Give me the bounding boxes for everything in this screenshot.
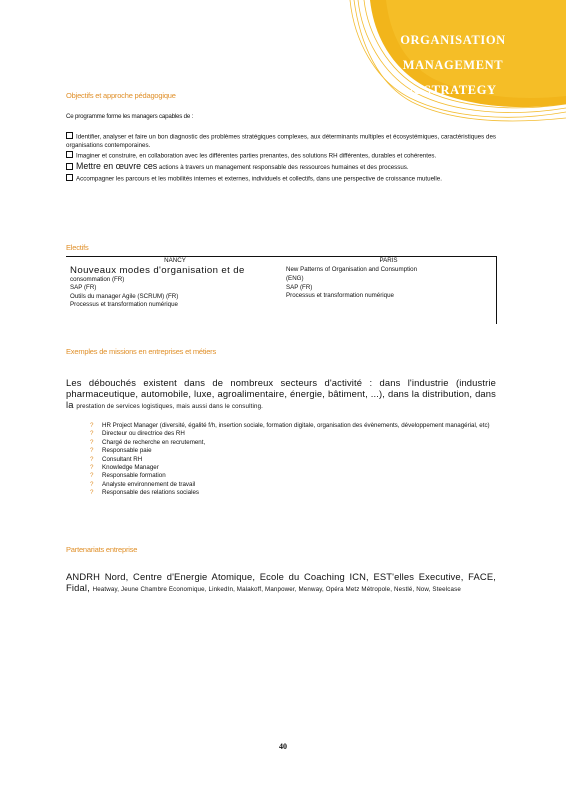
careers-job-list <box>90 422 500 498</box>
partners-text <box>66 571 496 595</box>
careers-intro <box>66 377 496 412</box>
job-text: HR Project Manager (diversité, égalité f/h, insertion sociale, formation digitale, organisation des évènements, développement managérial, etc) <box>102 422 490 429</box>
bullet-icon: ? <box>90 464 94 472</box>
bullet-icon: ? <box>90 430 94 438</box>
elective-row: consommation (FR) <box>70 276 125 283</box>
job-item <box>90 447 500 455</box>
header-line-3: & STRATEGY <box>409 83 497 97</box>
objective-text: Accompagner les parcours et les mobilités internes et externes, individuels et collectifs, dans une perspective de croissance mutuelle. <box>76 175 442 183</box>
partners-main: ANDRH Nord, Centre d'Energie Atomique, Ecole du Coaching ICN, EST'elles Executive, FACE, Fidal, <box>66 571 496 593</box>
elective-row: Processus et transformation numérique <box>286 292 394 300</box>
electives-head-paris: PARIS <box>379 257 398 264</box>
elective-row: SAP (FR) <box>70 284 97 292</box>
job-item <box>90 489 500 497</box>
electives-column-nancy <box>70 257 280 310</box>
electives-column-paris <box>286 257 491 301</box>
electives-head-nancy: NANCY <box>164 257 186 264</box>
objective-text: actions à travers un management responsable des ressources humaines et des processus. <box>158 164 409 172</box>
careers-title: Exemples de missions en entreprises et métiers <box>66 347 217 356</box>
job-text: Directeur ou directrice des RH <box>102 430 185 438</box>
bullet-icon: ? <box>90 489 94 497</box>
job-text: Consultant RH <box>102 455 143 463</box>
job-item <box>90 456 500 464</box>
job-text: Knowledge Manager <box>102 464 159 472</box>
objectives-list <box>66 132 496 185</box>
objective-text: Identifier, analyser et faire un bon diagnostic des problèmes stratégiques complexes, aux déterminants multiples et écosystémiques, caractéristiques des organisations contemporaines. <box>66 133 496 149</box>
objective-item <box>66 132 496 150</box>
objective-lead: Mettre en œuvre ces <box>76 161 158 172</box>
elective-row: New Patterns of Organisation and Consumption <box>286 266 418 273</box>
objective-text: Imaginer et construire, en collaboration avec les différentes parties prenantes, des solutions RH différentes, durables et cohérentes. <box>76 152 437 160</box>
careers-intro-tail: prestation de services logistiques, mais aussi dans le consulting. <box>76 403 264 410</box>
checkbox-icon <box>66 132 73 139</box>
job-text: Responsable paie <box>102 447 152 455</box>
elective-row: Nouveaux modes d'organisation et de <box>70 265 245 276</box>
job-text: Responsable formation <box>102 472 166 480</box>
bullet-icon: ? <box>90 438 94 446</box>
objective-item <box>66 162 496 172</box>
header-title <box>388 28 518 103</box>
job-item <box>90 430 500 438</box>
job-text: Responsable des relations sociales <box>102 489 199 497</box>
checkbox-icon <box>66 174 73 181</box>
bullet-icon: ? <box>90 472 94 480</box>
objective-item <box>66 151 496 161</box>
job-item <box>90 481 500 489</box>
electives-table <box>66 256 497 324</box>
job-text: Chargé de recherche en recrutement, <box>102 438 206 446</box>
objectives-title: Objectifs et approche pédagogique <box>66 91 176 100</box>
electives-title: Electifs <box>66 243 89 252</box>
job-item <box>90 464 500 472</box>
job-text: Analyste environnement de travail <box>102 480 196 488</box>
job-item <box>90 472 500 480</box>
bullet-icon: ? <box>90 480 94 488</box>
partners-tail: Heatway, Jeune Chambre Economique, LinkedIn, Malakoff, Manpower, Menway, Opéra Metz Métropole, Nestlé, Now, Steelcase <box>92 586 461 593</box>
job-item <box>90 439 500 447</box>
bullet-icon: ? <box>90 422 94 429</box>
partners-title: Partenariats entreprise <box>66 545 138 554</box>
bullet-icon: ? <box>90 447 94 455</box>
objective-item <box>66 174 496 184</box>
elective-row: Processus et transformation numérique <box>70 301 178 309</box>
elective-row: SAP (FR) <box>286 283 313 291</box>
objectives-intro: Ce programme forme les managers capables de : <box>66 113 194 120</box>
page-number: 40 <box>279 742 287 751</box>
header-line-1: ORGANISATION <box>400 33 506 47</box>
checkbox-icon <box>66 151 73 158</box>
checkbox-icon <box>66 163 73 170</box>
bullet-icon: ? <box>90 455 94 463</box>
header-line-2: MANAGEMENT <box>402 58 504 72</box>
careers-intro-main: Les débouchés existent dans de nombreux secteurs d'activité : dans l'industrie (industrie pharmaceutique, automobile, luxe, agroalimentaire, énergie, bâtiment, ...), dans la distribution, dans la <box>66 377 496 410</box>
job-item <box>90 422 500 430</box>
elective-row: (ENG) <box>286 275 304 283</box>
elective-row: Outils du manager Agile (SCRUM) (FR) <box>70 292 179 300</box>
